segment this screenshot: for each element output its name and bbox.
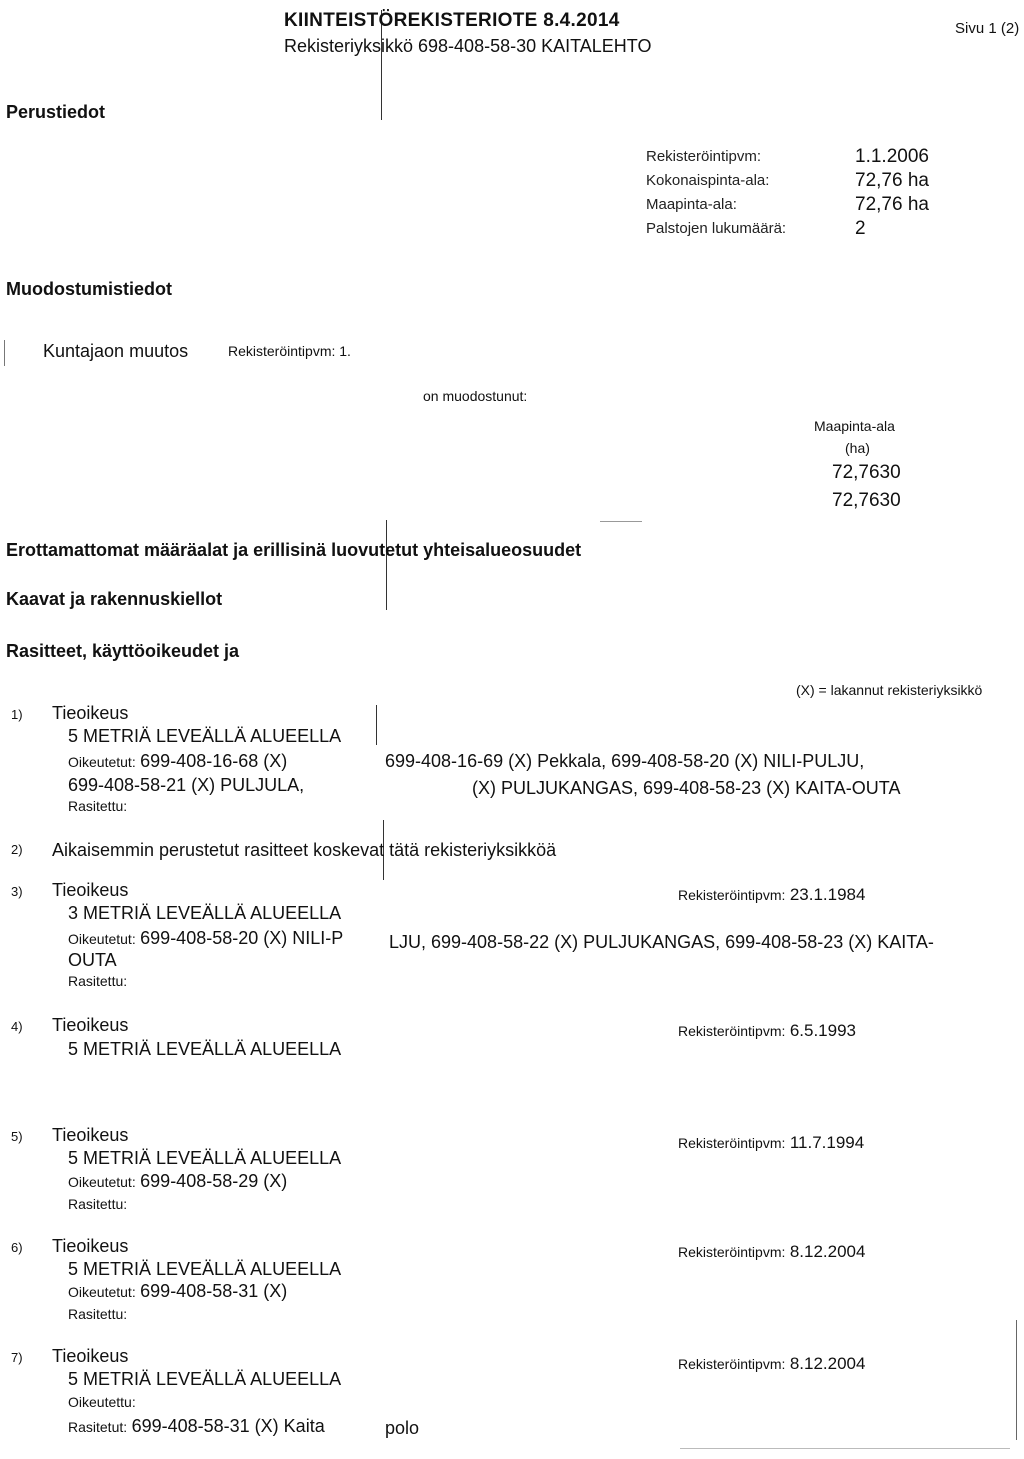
entry-1-number: 1) bbox=[11, 707, 23, 722]
scan-fold-line-lower bbox=[376, 705, 377, 745]
entry-5-burdened-label: Rasitettu: bbox=[68, 1196, 128, 1212]
entry-6-reg-label: Rekisteröintipvm: bbox=[678, 1244, 786, 1260]
entry-5-number: 5) bbox=[11, 1129, 23, 1144]
entry-1-beneficiaries-cont: 699-408-16-69 (X) Pekkala, 699-408-58-20 (X) NILI-PULJU, bbox=[385, 751, 865, 771]
change-type: Kuntajaon muutos bbox=[43, 341, 189, 361]
parcel-count-value: 2 bbox=[855, 218, 866, 239]
entry-1-type: Tieoikeus bbox=[52, 703, 129, 723]
entry-1-beneficiaries-label: Oikeutetut: bbox=[68, 754, 136, 770]
entry-5-reg-label: Rekisteröintipvm: bbox=[678, 1135, 786, 1151]
document-title: KIINTEISTÖREKISTERIOTE 8.4.2014 bbox=[284, 10, 620, 31]
legend-note: (X) = lakannut rekisteriyksikkö bbox=[796, 682, 983, 698]
entry-5-beneficiaries bbox=[68, 1171, 287, 1192]
page-number: Sivu 1 (2) bbox=[955, 20, 1020, 37]
scan-bottom-mark bbox=[680, 1448, 1010, 1449]
formation-margin-line bbox=[4, 340, 5, 366]
entry-7-burdened-value: 699-408-58-31 (X) Kaita bbox=[131, 1416, 325, 1436]
entry-5-beneficiaries-value: 699-408-58-29 (X) bbox=[140, 1171, 288, 1191]
land-area-value: 72,76 ha bbox=[855, 194, 929, 215]
entry-4-reg bbox=[678, 1021, 856, 1041]
entry-7-reg bbox=[678, 1354, 865, 1374]
entry-6-type: Tieoikeus bbox=[52, 1236, 129, 1256]
formation-reg-date: Rekisteröintipvm: 1. bbox=[228, 343, 351, 359]
area-value-1: 72,7630 bbox=[832, 462, 901, 483]
area-column-heading: Maapinta-ala bbox=[814, 418, 895, 434]
entry-3-description: 3 METRIÄ LEVEÄLLÄ ALUEELLA bbox=[68, 903, 342, 923]
total-area-value: 72,76 ha bbox=[855, 170, 929, 191]
area-value-2: 72,7630 bbox=[832, 490, 901, 511]
entry-4-reg-value: 6.5.1993 bbox=[789, 1021, 857, 1040]
entry-4-description: 5 METRIÄ LEVEÄLLÄ ALUEELLA bbox=[68, 1039, 342, 1059]
entry-6-beneficiaries-label: Oikeutetut: bbox=[68, 1284, 136, 1300]
entry-4-type: Tieoikeus bbox=[52, 1015, 129, 1035]
entry-3-burdened-label: Rasitettu: bbox=[68, 973, 128, 989]
reg-date-value: 1.1.2006 bbox=[855, 146, 929, 167]
entry-3-reg bbox=[678, 885, 865, 905]
section-heading-easements: Rasitteet, käyttöoikeudet ja bbox=[6, 641, 240, 661]
entry-7-burdened-label: Rasitetut: bbox=[68, 1419, 128, 1435]
document-subtitle: Rekisteriyksikkö 698-408-58-30 KAITALEHTO bbox=[284, 36, 652, 56]
formed-from-label: on muodostunut: bbox=[423, 388, 528, 404]
entry-3-beneficiaries-value: 699-408-58-20 (X) NILI-P bbox=[140, 928, 344, 948]
entry-5-type: Tieoikeus bbox=[52, 1125, 129, 1145]
entry-4-reg-label: Rekisteröintipvm: bbox=[678, 1023, 786, 1039]
entry-3-beneficiaries-line2: OUTA bbox=[68, 950, 117, 970]
total-area-label: Kokonaispinta-ala: bbox=[646, 172, 770, 189]
section-heading-plans: Kaavat ja rakennuskiellot bbox=[6, 589, 223, 609]
entry-3-beneficiaries-label: Oikeutetut: bbox=[68, 931, 136, 947]
entry-3-reg-label: Rekisteröintipvm: bbox=[678, 887, 786, 903]
section-heading-undivided: Erottamattomat määräalat ja erillisinä luovutetut yhteisalueosuudet bbox=[6, 540, 582, 560]
scan-fold-line-middle bbox=[386, 520, 387, 610]
scan-dash-mark bbox=[600, 521, 642, 522]
entry-6-reg-value: 8.12.2004 bbox=[789, 1242, 866, 1261]
scan-edge-line-right bbox=[1016, 1320, 1017, 1440]
entry-7-reg-value: 8.12.2004 bbox=[789, 1354, 866, 1373]
entry-2-text: Aikaisemmin perustetut rasitteet koskevat tätä rekisteriyksikköä bbox=[52, 840, 557, 860]
parcel-count-label: Palstojen lukumäärä: bbox=[646, 220, 787, 237]
land-area-label: Maapinta-ala: bbox=[646, 196, 737, 213]
entry-1-beneficiaries bbox=[68, 751, 287, 772]
entry-6-description: 5 METRIÄ LEVEÄLLÄ ALUEELLA bbox=[68, 1259, 342, 1279]
entry-5-reg bbox=[678, 1133, 864, 1153]
entry-1-beneficiaries-value: 699-408-16-68 (X) bbox=[140, 751, 288, 771]
entry-5-description: 5 METRIÄ LEVEÄLLÄ ALUEELLA bbox=[68, 1148, 342, 1168]
reg-date-label: Rekisteröintipvm: bbox=[646, 148, 762, 165]
entry-6-reg bbox=[678, 1242, 865, 1262]
section-heading-basic: Perustiedot bbox=[6, 102, 106, 122]
entry-1-burdened-label: Rasitettu: bbox=[68, 798, 128, 814]
entry-3-type: Tieoikeus bbox=[52, 880, 129, 900]
entry-5-reg-value: 11.7.1994 bbox=[789, 1133, 865, 1152]
entry-6-number: 6) bbox=[11, 1240, 23, 1255]
entry-3-beneficiaries bbox=[68, 928, 343, 949]
entry-4-number: 4) bbox=[11, 1019, 23, 1034]
entry-7-number: 7) bbox=[11, 1350, 23, 1365]
entry-1-description: 5 METRIÄ LEVEÄLLÄ ALUEELLA bbox=[68, 726, 342, 746]
entry-5-beneficiaries-label: Oikeutetut: bbox=[68, 1174, 136, 1190]
entry-7-beneficiary-label: Oikeutettu: bbox=[68, 1394, 136, 1410]
entry-3-number: 3) bbox=[11, 884, 23, 899]
entry-3-reg-value: 23.1.1984 bbox=[789, 885, 866, 904]
entry-6-burdened-label: Rasitettu: bbox=[68, 1306, 128, 1322]
entry-7-reg-label: Rekisteröintipvm: bbox=[678, 1356, 786, 1372]
entry-2-number: 2) bbox=[11, 842, 23, 857]
entry-7-type: Tieoikeus bbox=[52, 1346, 129, 1366]
entry-1-line2-left: 699-408-58-21 (X) PULJULA, bbox=[68, 775, 305, 795]
entry-7-description: 5 METRIÄ LEVEÄLLÄ ALUEELLA bbox=[68, 1369, 342, 1389]
entry-1-line2-right: (X) PULJUKANGAS, 699-408-58-23 (X) KAITA-OUTA bbox=[472, 778, 901, 798]
entry-6-beneficiaries bbox=[68, 1281, 287, 1302]
entry-6-beneficiaries-value: 699-408-58-31 (X) bbox=[140, 1281, 288, 1301]
entry-3-beneficiaries-cont: LJU, 699-408-58-22 (X) PULJUKANGAS, 699-408-58-23 (X) KAITA- bbox=[389, 932, 934, 952]
area-column-unit: (ha) bbox=[845, 440, 870, 456]
section-heading-formation: Muodostumistiedot bbox=[6, 279, 172, 299]
entry-7-burdened bbox=[68, 1416, 325, 1437]
entry-7-burdened-cont: polo bbox=[385, 1418, 420, 1438]
